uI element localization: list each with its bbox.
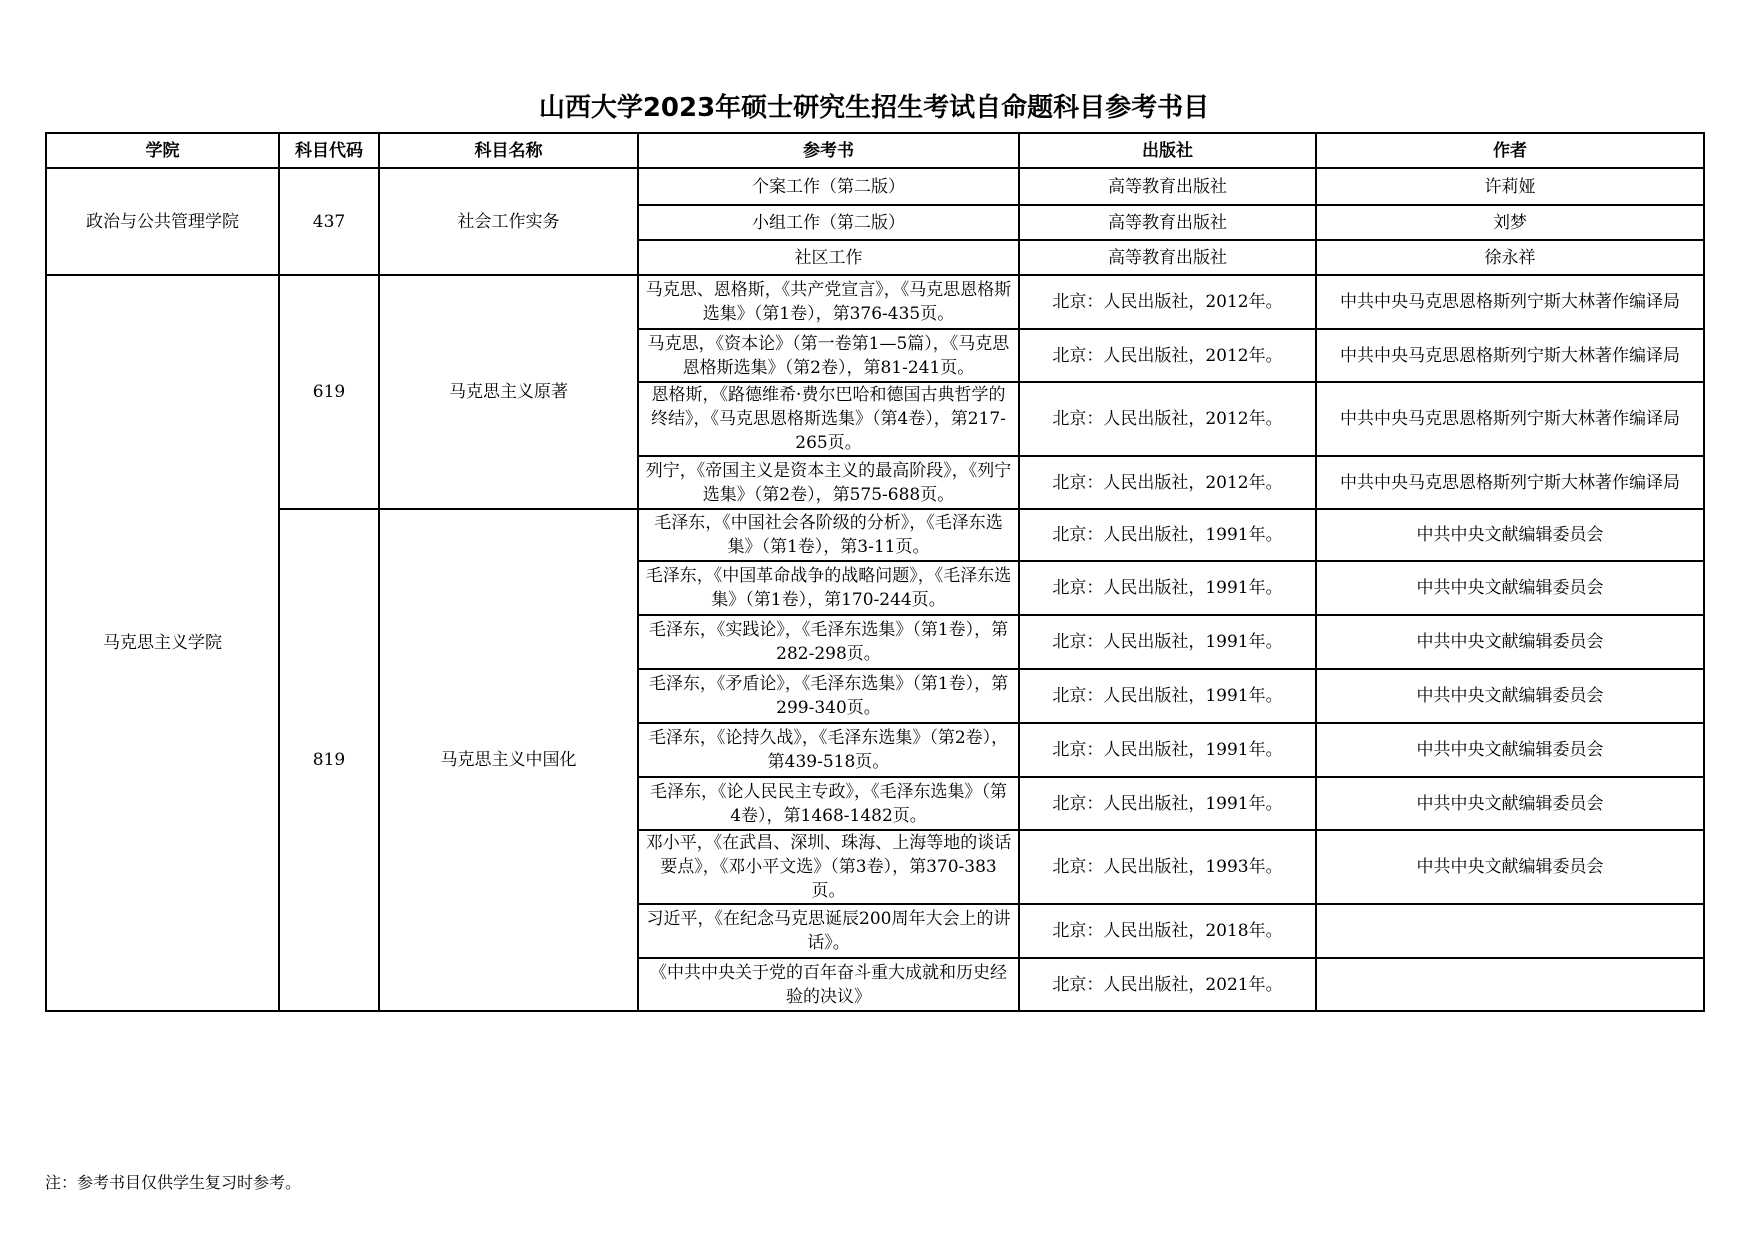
college-cell: 马克思主义学院	[46, 275, 279, 1011]
header-subject-name: 科目名称	[379, 133, 638, 168]
subject-code-cell: 619	[279, 275, 379, 509]
reference-book-cell: 邓小平，《在武昌、深圳、珠海、上海等地的谈话要点》，《邓小平文选》（第3卷），第370-383页。	[638, 830, 1019, 904]
author-cell	[1316, 904, 1704, 958]
publisher-cell: 北京：人民出版社，1991年。	[1019, 669, 1316, 723]
publisher-cell: 北京：人民出版社，1991年。	[1019, 723, 1316, 777]
reference-book-cell: 个案工作（第二版）	[638, 168, 1019, 205]
publisher-cell: 北京：人民出版社，1991年。	[1019, 615, 1316, 669]
subject-code-cell: 819	[279, 509, 379, 1011]
author-cell: 中共中央文献编辑委员会	[1316, 669, 1704, 723]
publisher-cell: 高等教育出版社	[1019, 205, 1316, 240]
header-reference-book: 参考书	[638, 133, 1019, 168]
publisher-cell: 北京：人民出版社，2012年。	[1019, 275, 1316, 329]
reference-book-cell: 列宁，《帝国主义是资本主义的最高阶段》，《列宁选集》（第2卷），第575-688页。	[638, 456, 1019, 509]
publisher-cell: 北京：人民出版社，2018年。	[1019, 904, 1316, 958]
author-cell: 中共中央文献编辑委员会	[1316, 615, 1704, 669]
author-cell: 中共中央马克思恩格斯列宁斯大林著作编译局	[1316, 329, 1704, 382]
publisher-cell: 北京：人民出版社，1991年。	[1019, 509, 1316, 561]
author-cell: 许莉娅	[1316, 168, 1704, 205]
reference-book-cell: 毛泽东，《中国社会各阶级的分析》，《毛泽东选集》（第1卷），第3-11页。	[638, 509, 1019, 561]
author-cell: 中共中央文献编辑委员会	[1316, 509, 1704, 561]
reference-book-cell: 《中共中央关于党的百年奋斗重大成就和历史经验的决议》	[638, 958, 1019, 1011]
reference-book-cell: 毛泽东，《论人民民主专政》，《毛泽东选集》（第4卷），第1468-1482页。	[638, 777, 1019, 830]
publisher-cell: 北京：人民出版社，1993年。	[1019, 830, 1316, 904]
publisher-cell: 高等教育出版社	[1019, 240, 1316, 275]
publisher-cell: 北京：人民出版社，1991年。	[1019, 777, 1316, 830]
header-subject-code: 科目代码	[279, 133, 379, 168]
document-title: 山西大学2023年硕士研究生招生考试自命题科目参考书目	[538, 93, 1210, 123]
table-row	[46, 168, 1704, 205]
reference-book-cell: 恩格斯，《路德维希·费尔巴哈和德国古典哲学的终结》，《马克思恩格斯选集》（第4卷），第217-265页。	[638, 382, 1019, 456]
header-publisher: 出版社	[1019, 133, 1316, 168]
author-cell: 徐永祥	[1316, 240, 1704, 275]
author-cell: 中共中央马克思恩格斯列宁斯大林著作编译局	[1316, 382, 1704, 456]
author-cell: 中共中央马克思恩格斯列宁斯大林著作编译局	[1316, 456, 1704, 509]
table-header-row	[46, 133, 1704, 168]
author-cell	[1316, 958, 1704, 1011]
publisher-cell: 北京：人民出版社，1991年。	[1019, 561, 1316, 615]
table-row	[46, 275, 1704, 329]
college-cell: 政治与公共管理学院	[46, 168, 279, 275]
subject-name-cell: 马克思主义中国化	[379, 509, 638, 1011]
reference-book-cell: 毛泽东，《中国革命战争的战略问题》，《毛泽东选集》（第1卷），第170-244页。	[638, 561, 1019, 615]
reference-book-cell: 小组工作（第二版）	[638, 205, 1019, 240]
reference-book-cell: 社区工作	[638, 240, 1019, 275]
subject-name-cell: 马克思主义原著	[379, 275, 638, 509]
publisher-cell: 高等教育出版社	[1019, 168, 1316, 205]
author-cell: 中共中央文献编辑委员会	[1316, 830, 1704, 904]
publisher-cell: 北京：人民出版社，2012年。	[1019, 382, 1316, 456]
reference-book-cell: 习近平，《在纪念马克思诞辰200周年大会上的讲话》。	[638, 904, 1019, 958]
author-cell: 中共中央文献编辑委员会	[1316, 777, 1704, 830]
subject-name-cell: 社会工作实务	[379, 168, 638, 275]
reference-book-cell: 毛泽东，《矛盾论》，《毛泽东选集》（第1卷），第299-340页。	[638, 669, 1019, 723]
header-college: 学院	[46, 133, 279, 168]
subject-code-cell: 437	[279, 168, 379, 275]
author-cell: 中共中央文献编辑委员会	[1316, 561, 1704, 615]
table-row	[46, 509, 1704, 561]
reference-book-cell: 毛泽东，《论持久战》，《毛泽东选集》（第2卷），第439-518页。	[638, 723, 1019, 777]
footnote: 注：参考书目仅供学生复习时参考。	[45, 1173, 302, 1192]
reference-book-cell: 马克思、恩格斯，《共产党宣言》，《马克思恩格斯选集》（第1卷），第376-435页。	[638, 275, 1019, 329]
publisher-cell: 北京：人民出版社，2021年。	[1019, 958, 1316, 1011]
reference-book-cell: 毛泽东，《实践论》，《毛泽东选集》（第1卷），第282-298页。	[638, 615, 1019, 669]
publisher-cell: 北京：人民出版社，2012年。	[1019, 329, 1316, 382]
author-cell: 中共中央文献编辑委员会	[1316, 723, 1704, 777]
publisher-cell: 北京：人民出版社，2012年。	[1019, 456, 1316, 509]
author-cell: 中共中央马克思恩格斯列宁斯大林著作编译局	[1316, 275, 1704, 329]
author-cell: 刘梦	[1316, 205, 1704, 240]
reference-book-cell: 马克思，《资本论》（第一卷第1—5篇），《马克思恩格斯选集》（第2卷），第81-241页。	[638, 329, 1019, 382]
header-author: 作者	[1316, 133, 1704, 168]
reference-books-table	[45, 132, 1705, 1012]
